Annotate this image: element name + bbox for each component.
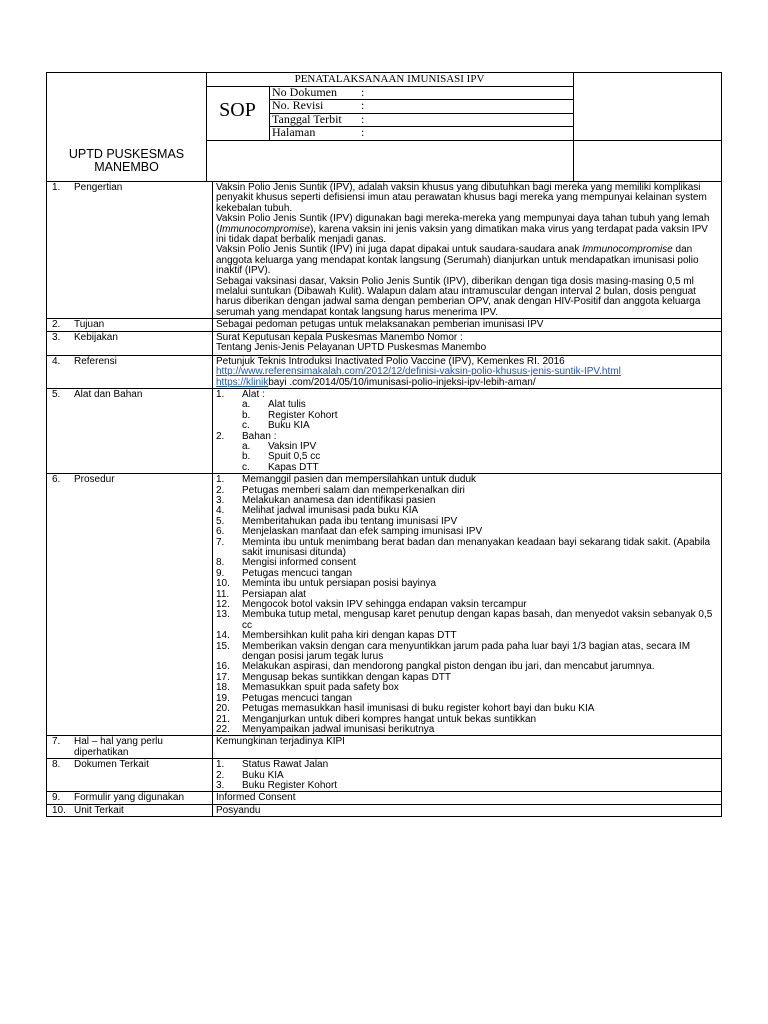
step-number: 19. [216,692,230,704]
row-content-cell: Posyandu [213,804,722,816]
item-text: Alat tulis [268,399,306,411]
row-label-cell [47,388,213,473]
row-referensi [47,355,722,388]
row-alat-dan-bahan [47,388,722,473]
kebijakan-line-1: Surat Keputusan kepala Puskesmas Manembo Nomor : [216,331,463,343]
step-text: Menganjurkan untuk diberi kompres hangat untuk bekas suntikkan [242,713,537,725]
list-item [216,760,718,770]
step-number: 16. [216,661,230,673]
step-text: Petugas memberi salam dan memperkenalkan diri [242,484,465,496]
item-text: Spuit 0,5 cc [268,451,321,463]
organization-line-2: MANEMBO [94,160,159,174]
pengertian-paragraph-2 [216,214,718,245]
step-text: Petugas mencuci tangan [242,567,353,579]
row-label-cell [47,355,213,388]
row-label: Pengertian [74,182,123,193]
meta-colon: : [361,112,365,126]
meta-label: Tanggal Terbit [272,112,342,126]
step-number: 11. [216,588,230,600]
alat-sub-list [216,400,718,431]
item-letter: c. [242,461,250,473]
row-label-cell [47,759,213,792]
item-text: Vaksin IPV [268,440,317,452]
step-number: 3. [216,494,225,506]
step-text: Memasukkan spuit pada safety box [242,682,399,694]
step-number: 8. [216,557,225,569]
item-text: Register Kohort [268,409,338,421]
emphasis-text: Immunocompromise [219,223,310,235]
text-run: Vaksin Polio Jenis Suntik (IPV) digunakan bagi mereka-mereka yang mempunyai daya tahan tubuh yang lemah ( [216,213,710,235]
pengertian-paragraph-3 [216,245,718,276]
item-letter: a. [242,440,251,452]
step-text: Melihat jadwal imunisasi pada buku KIA [242,505,419,517]
row-label-cell [47,182,213,319]
row-prosedur [47,474,722,736]
row-label: Formulir yang digunakan [74,792,185,804]
emphasis-text: Immunocompromise [582,244,673,256]
sop-table [46,181,722,817]
row-content-cell [213,474,722,736]
step-number: 5. [216,515,225,527]
row-number: 8. [52,759,61,771]
row-number: 5. [52,388,61,400]
item-number: 3. [216,779,225,791]
item-letter: b. [242,451,251,463]
procedure-step [216,725,718,735]
step-text: Membuka tutup metal, mengusap karet penutup dengan kapas basah, dan menyedot vaksin sebanyak 0,5 cc [242,609,713,631]
row-content-cell: Sebagai pedoman petugas untuk melaksanakan pemberian imunisasi IPV [213,319,722,331]
procedure-step [216,475,718,485]
row-content-cell [213,759,722,792]
step-text: Menyampaikan jadwal imunisasi berikutnya [242,723,435,735]
step-text: Persiapan alat [242,588,306,600]
row-content-cell: Informed Consent [213,792,722,804]
step-text: Meminta ibu untuk menimbang berat badan dan menanyakan keadaan bayi sekarang tidak sakit. (Apabila sakit imunisasi ditunda) [242,536,711,558]
row-content-cell [213,388,722,473]
row-number: 10. [52,804,66,816]
text-run: Vaksin Polio Jenis Suntik (IPV) ini juga dapat dipakai untuk saudara-saudara anak [216,244,583,256]
step-number: 20. [216,703,230,715]
row-content-cell [213,331,722,355]
text-run: ), karena vaksin ini jenis vaksin yang dimatikan maka virus yang terdapat pada vaksin IPV ini tidak dapat berbalik menjadi ganas. [216,223,708,246]
item-letter: c. [242,420,250,432]
bahan-sub-list [216,442,718,473]
reference-link-2[interactable]: https://klinik [216,376,269,388]
pengertian-paragraph-1: Vaksin Polio Jenis Suntik (IPV), adalah vaksin khusus yang dibutuhkan bagi mereka yang memiliki komplikasi penyakit khusus seperti defisiensi imun atau perawatan khusus bagi mereka yang mempunyai kelainan system kekebalan tubuh. [216,182,707,214]
step-text: Melakukan aspirasi, dan mendorong pangkal piston dengan ibu jari, dan mencabut jarumnya. [242,661,655,673]
list-item [242,421,718,431]
row-label: Referensi [74,355,117,367]
step-number: 12. [216,599,230,611]
step-number: 7. [216,536,225,548]
step-text: Memberitahukan pada ibu tentang imunisasi IPV [242,515,458,527]
meta-label: Halaman [272,125,316,139]
row-label: Kebijakan [74,331,118,343]
row-tujuan [47,319,722,331]
prosedur-steps [216,475,718,735]
referensi-line-1: Petunjuk Teknis Introduksi Inactivated Polio Vaccine (IPV), Kemenkes RI. 2016 [216,355,565,367]
row-number: 7. [52,736,61,748]
pengertian-paragraph-4: Sebagai vaksinasi dasar, Vaksin Polio Jenis Suntik (IPV), diberikan dengan tiga dosis masing-masing 0,5 ml melalui suntukan (Dibawah Kulit). Walapun dalam atau intramuscular dengan interval 2 bulan, dosis penguat harus diberikan dengan jadwal sama dengan pemberian OPV, anak dengan HIV-Positif dan anggota keluarga serumah yang mendapat kontak langsung harus menerima IPV. [216,275,701,318]
item-letter: a. [242,399,251,411]
row-label: Hal – hal yang perlu diperhatikan [74,736,163,758]
row-label: Tujuan [74,319,105,331]
meta-no-revisi [269,99,572,112]
sop-label: SOP [219,99,256,121]
organization-name [47,148,206,174]
kebijakan-line-2: Tentang Jenis-Jenis Pelayanan UPTD Puskesmas Manembo [216,342,487,354]
item-number: 2. [216,769,225,781]
item-text: Bahan : [242,430,277,442]
step-text: Meminta ibu untuk persiapan posisi bayinya [242,578,436,590]
step-number: 9. [216,567,225,579]
step-number: 13. [216,609,230,621]
list-item [242,411,718,421]
row-label: Dokumen Terkait [74,759,149,771]
reference-link-1[interactable]: http://www.referensimakalah.com/2012/12/definisi-vaksin-polio-khusus-jenis-suntik-IPV.html [216,366,621,378]
step-text: Mengusap bekas suntikkan dengan kapas DTT [242,671,452,683]
step-number: 2. [216,484,225,496]
text-run: dan anggota keluarga yang mendapat kontak langsung (Serumah) dianjurkan untuk mendapatkan imunisasi polio inaktif (IPV). [216,244,699,277]
dokumen-list [216,760,718,791]
meta-colon: : [361,125,365,139]
row-hal-yang-perlu-diperhatikan [47,736,722,759]
referensi-link-2-wrap [216,378,718,388]
item-text: Buku KIA [242,769,284,781]
row-number: 4. [52,355,61,367]
step-number: 17. [216,671,230,683]
item-letter: b. [242,409,251,421]
row-dokumen-terkait [47,759,722,792]
list-item [242,463,718,473]
reference-link-2-tail: bayi .com/2014/05/10/imunisasi-polio-injeksi-ipv-lebih-aman/ [268,376,536,388]
row-content-cell: Kemungkinan terjadinya KIPI [213,736,722,759]
step-text: Mengisi informed consent [242,557,356,569]
row-pengertian [47,182,722,319]
item-number: 1. [216,388,225,400]
row-label-cell [47,319,213,331]
item-number: 1. [216,759,225,771]
row-label-cell [47,804,213,816]
step-text: Membersihkan kulit paha kiri dengan kapas DTT [242,630,457,642]
step-number: 4. [216,505,225,517]
step-number: 6. [216,526,225,538]
step-text: Memberikan vaksin dengan cara menyuntikkan jarum pada paha luar bayi 1/3 bagian atas, secara IM dengan posisi jarum tegak lurus [242,640,691,663]
row-label-cell [47,736,213,759]
step-text: Memanggil pasien dan mempersilahkan untuk duduk [242,474,477,486]
step-text: Mengocok botol vaksin IPV sehingga endapan vaksin tercampur [242,599,527,611]
meta-label: No Dokumen [272,85,337,99]
item-text: Alat : [242,388,265,400]
item-text: Buku KIA [268,420,310,432]
item-text: Kapas DTT [268,461,319,473]
row-content-cell [213,355,722,388]
row-label-cell [47,474,213,736]
step-text: Petugas memasukkan hasil imunisasi di buku register kohort bayi dan buku KIA [242,703,595,715]
row-label: Alat dan Bahan [74,388,143,400]
row-formulir [47,792,722,804]
step-number: 15. [216,640,230,652]
meta-colon: : [361,85,365,99]
row-label: Unit Terkait [74,804,124,816]
row-number: 9. [52,792,61,804]
row-number: 2. [52,319,61,331]
item-text: Status Rawat Jalan [242,759,329,771]
row-number: 3. [52,331,61,343]
row-label-cell [47,331,213,355]
step-number: 10. [216,578,230,590]
step-number: 21. [216,713,230,725]
step-number: 14. [216,630,230,642]
organization-line-1: UPTD PUSKESMAS [68,147,185,161]
item-number: 2. [216,430,225,442]
meta-halaman [269,126,572,139]
row-number: 1. [52,182,61,193]
item-text: Buku Register Kohort [242,779,338,791]
row-number: 6. [52,474,61,486]
step-number: 18. [216,682,230,694]
step-text: Menjelaskan manfaat dan efek samping imunisasi IPV [242,526,483,538]
step-number: 22. [216,723,230,735]
row-label-cell [47,792,213,804]
row-content-cell [213,182,722,319]
procedure-step [216,704,718,714]
procedure-step [216,642,718,663]
step-number: 1. [216,474,225,486]
row-kebijakan [47,331,722,355]
row-label: Prosedur [74,474,115,486]
document-title: PENATALAKSANAAN IMUNISASI IPV [294,73,485,85]
step-text: Melakukan anamesa dan identifikasi pasien [242,494,436,506]
step-text: Petugas mencuci tangan [242,692,353,704]
meta-label: No. Revisi [272,98,324,112]
list-item [216,781,718,791]
meta-colon: : [361,98,365,112]
procedure-step [216,538,718,559]
procedure-step [216,610,718,631]
row-unit-terkait [47,804,722,816]
